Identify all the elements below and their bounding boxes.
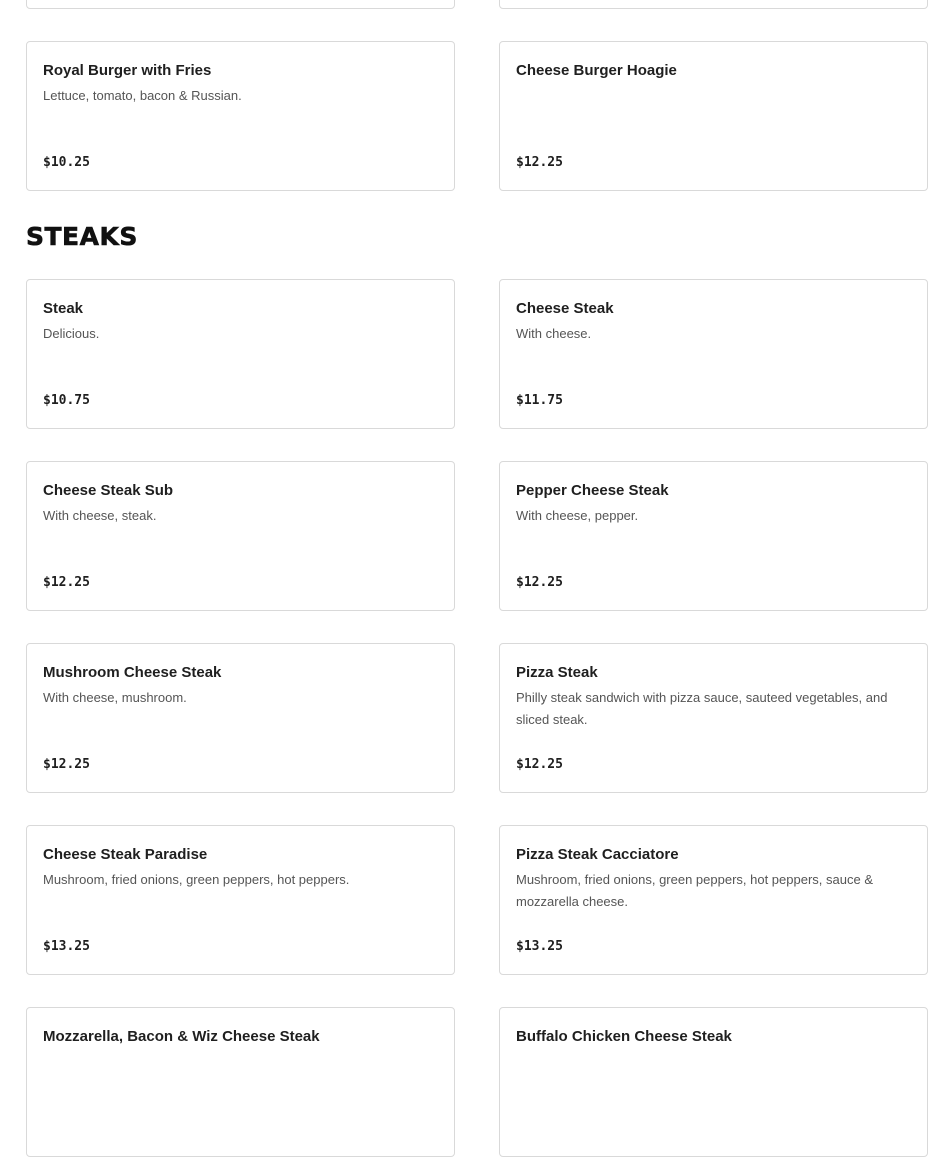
menu-item-price: $10.75 [43,393,90,408]
menu-item-price: $12.25 [516,575,563,590]
menu-item-description: Philly steak sandwich with pizza sauce, sauteed vegetables, and sliced steak. [516,690,888,727]
menu-item-price: $13.25 [516,939,563,954]
menu-item-card[interactable] [499,643,928,793]
menu-item-name: Cheese Burger Hoagie [516,62,677,79]
menu-item-card[interactable] [499,41,928,191]
menu-item-name: Pizza Steak Cacciatore [516,846,679,863]
menu-item-description: Mushroom, fried onions, green peppers, hot peppers. [43,872,350,887]
menu-item-price: $12.25 [516,757,563,772]
menu-item-description: With cheese. [516,326,592,341]
menu-item-name: Royal Burger with Fries [43,62,212,79]
menu-item-card[interactable] [26,1007,455,1157]
menu-item-name: Cheese Steak Sub [43,482,174,499]
menu-item-price: $11.75 [516,393,563,408]
menu-item-price: $12.25 [43,757,90,772]
menu-item-card[interactable] [499,1007,928,1157]
menu-item-name: Cheese Steak [516,300,614,317]
menu-item-card[interactable] [499,279,928,429]
menu-item-price: $12.25 [516,155,563,170]
menu-item-description: Lettuce, tomato, bacon & Russian. [43,88,242,103]
menu-item-description: With cheese, steak. [43,508,157,523]
menu-item-description: Delicious. [43,326,100,341]
menu-item-card[interactable] [26,0,455,9]
menu-item-price: $12.25 [43,575,90,590]
section-title-steaks: STEAKS [26,222,138,251]
menu-item-card[interactable] [26,461,455,611]
menu-item-name: Buffalo Chicken Cheese Steak [516,1028,732,1045]
menu-item-price: $13.25 [43,939,90,954]
menu-item-description: With cheese, pepper. [516,508,639,523]
menu-item-name: Mozzarella, Bacon & Wiz Cheese Steak [43,1028,320,1045]
menu-item-card[interactable] [499,0,928,9]
menu-item-name: Cheese Steak Paradise [43,846,208,863]
menu-item-card[interactable] [26,41,455,191]
menu-item-price: $10.25 [43,155,90,170]
menu-item-card[interactable] [26,279,455,429]
menu-item-description: Mushroom, fried onions, green peppers, hot peppers, sauce & mozzarella cheese. [516,872,873,909]
menu-item-name: Mushroom Cheese Steak [43,664,222,681]
menu-item-name: Pepper Cheese Steak [516,482,669,499]
menu-item-card[interactable] [499,461,928,611]
menu-item-description: With cheese, mushroom. [43,690,187,705]
menu-item-name: Pizza Steak [516,664,598,681]
menu-item-card[interactable] [499,825,928,975]
menu-item-card[interactable] [26,643,455,793]
menu-item-name: Steak [43,300,84,317]
menu-item-card[interactable] [26,825,455,975]
